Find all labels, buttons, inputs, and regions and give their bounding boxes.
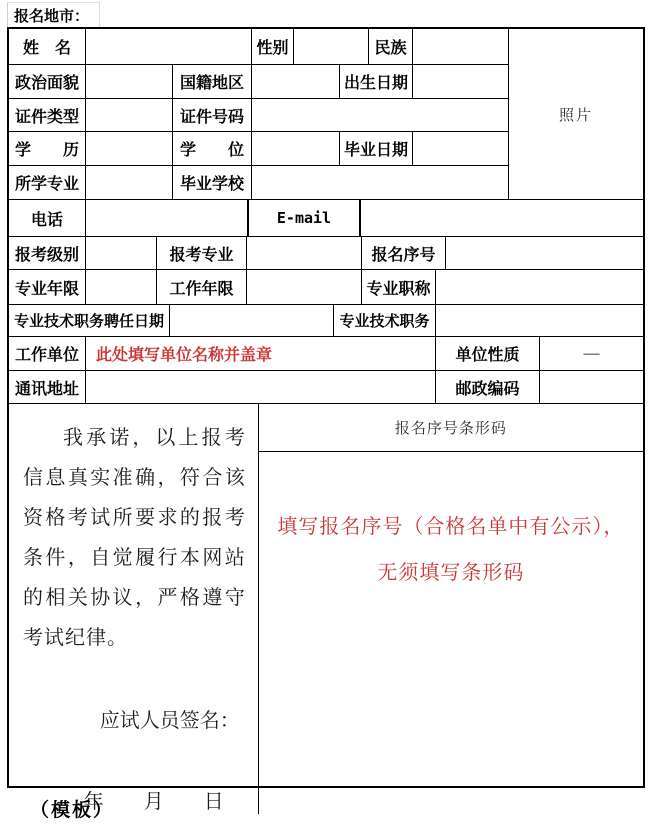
region-value-cell [252,65,340,99]
photo-placeholder-label: 照片 [558,107,593,124]
name-label-cell: 姓 名 [9,29,86,65]
photo-cell [509,29,643,200]
name-value-cell [86,29,252,65]
row-exam [9,237,643,270]
address-value-cell [86,371,436,404]
row-address [9,371,643,404]
identity-section [9,29,643,200]
unit-type-label-cell: 单位性质 [436,337,540,371]
declaration-cell [9,404,259,814]
degree-label-cell: 学 位 [173,132,252,166]
id-type-label-cell: 证件类型 [9,99,86,132]
work-unit-value-cell [86,337,436,371]
region-label-cell: 国籍地区 [173,65,252,99]
exam-major-label-cell: 报考专业 [157,237,247,270]
registration-city-label: 报名地市： [14,7,90,25]
email-value-cell [361,200,643,237]
major-label-cell: 所学专业 [9,166,86,200]
row-name [9,29,509,65]
grad-date-label-cell: 毕业日期 [340,132,413,166]
exam-level-label-cell: 报考级别 [9,237,86,270]
barcode-column [259,404,643,814]
grad-date-value-cell [413,132,509,166]
row-political [9,65,509,99]
political-label-cell: 政治面貌 [9,65,86,99]
id-no-value-cell [252,99,509,132]
barcode-note-cell [259,452,643,814]
school-label-cell: 毕业学校 [173,166,252,200]
title-value-cell [436,270,643,305]
school-value-cell [252,166,509,200]
work-unit-stamp-note: 此处填写单位名称并盖章 [96,347,273,364]
declaration-text: 我承诺，以上报考信息真实准确，符合该资格考试所要求的报考条件，自觉履行本网站的相关协议，严格遵守考试纪律。 [23,427,246,649]
work-years-value-cell [247,270,362,305]
address-label-cell: 通讯地址 [9,371,86,404]
birth-value-cell [413,65,509,99]
row-major [9,166,509,200]
reg-no-label-cell: 报名序号 [362,237,446,270]
major-years-value-cell [86,270,157,305]
date-line: 年 月 日 [83,791,224,813]
registration-city-cell [7,2,100,27]
work-unit-label-cell: 工作单位 [9,337,86,371]
tech-post-date-value-cell [170,305,334,337]
id-type-value-cell [86,99,173,132]
major-years-label-cell: 专业年限 [9,270,86,305]
tech-post-label-cell: 专业技术职务 [334,305,436,337]
postcode-label-cell: 邮政编码 [436,371,540,404]
education-value-cell [86,132,173,166]
identity-rows [9,29,509,200]
gender-label-cell: 性别 [252,29,294,65]
email-label-cell: E-mail [249,200,361,237]
gender-value-cell [294,29,369,65]
exam-level-value-cell [86,237,157,270]
template-note: （模板） [30,800,115,821]
phone-value-cell [86,200,249,237]
degree-value-cell [252,132,340,166]
signature-label: 应试人员签名： [99,710,240,732]
id-no-label-cell: 证件号码 [173,99,252,132]
unit-type-value-cell: — [540,337,643,371]
barcode-header-cell: 报名序号条形码 [259,404,643,452]
title-label-cell: 专业职称 [362,270,436,305]
tech-post-value-cell [436,305,643,337]
row-years [9,270,643,305]
row-education [9,132,509,166]
row-id [9,99,509,132]
row-contact [9,200,643,237]
declaration-section [9,404,643,814]
major-value-cell [86,166,173,200]
work-years-label-cell: 工作年限 [157,270,247,305]
education-label-cell: 学 历 [9,132,86,166]
row-tech-post [9,305,643,337]
birth-label-cell: 出生日期 [340,65,413,99]
political-value-cell [86,65,173,99]
ethnicity-value-cell [413,29,509,65]
barcode-note-text: 填写报名序号（合格名单中有公示），无须填写条形码 [277,516,625,584]
tech-post-date-label-cell: 专业技术职务聘任日期 [9,305,170,337]
exam-major-value-cell [247,237,362,270]
reg-no-value-cell [446,237,643,270]
postcode-value-cell [540,371,643,404]
row-work-unit [9,337,643,371]
ethnicity-label-cell: 民族 [369,29,413,65]
phone-label-cell: 电话 [9,200,86,237]
